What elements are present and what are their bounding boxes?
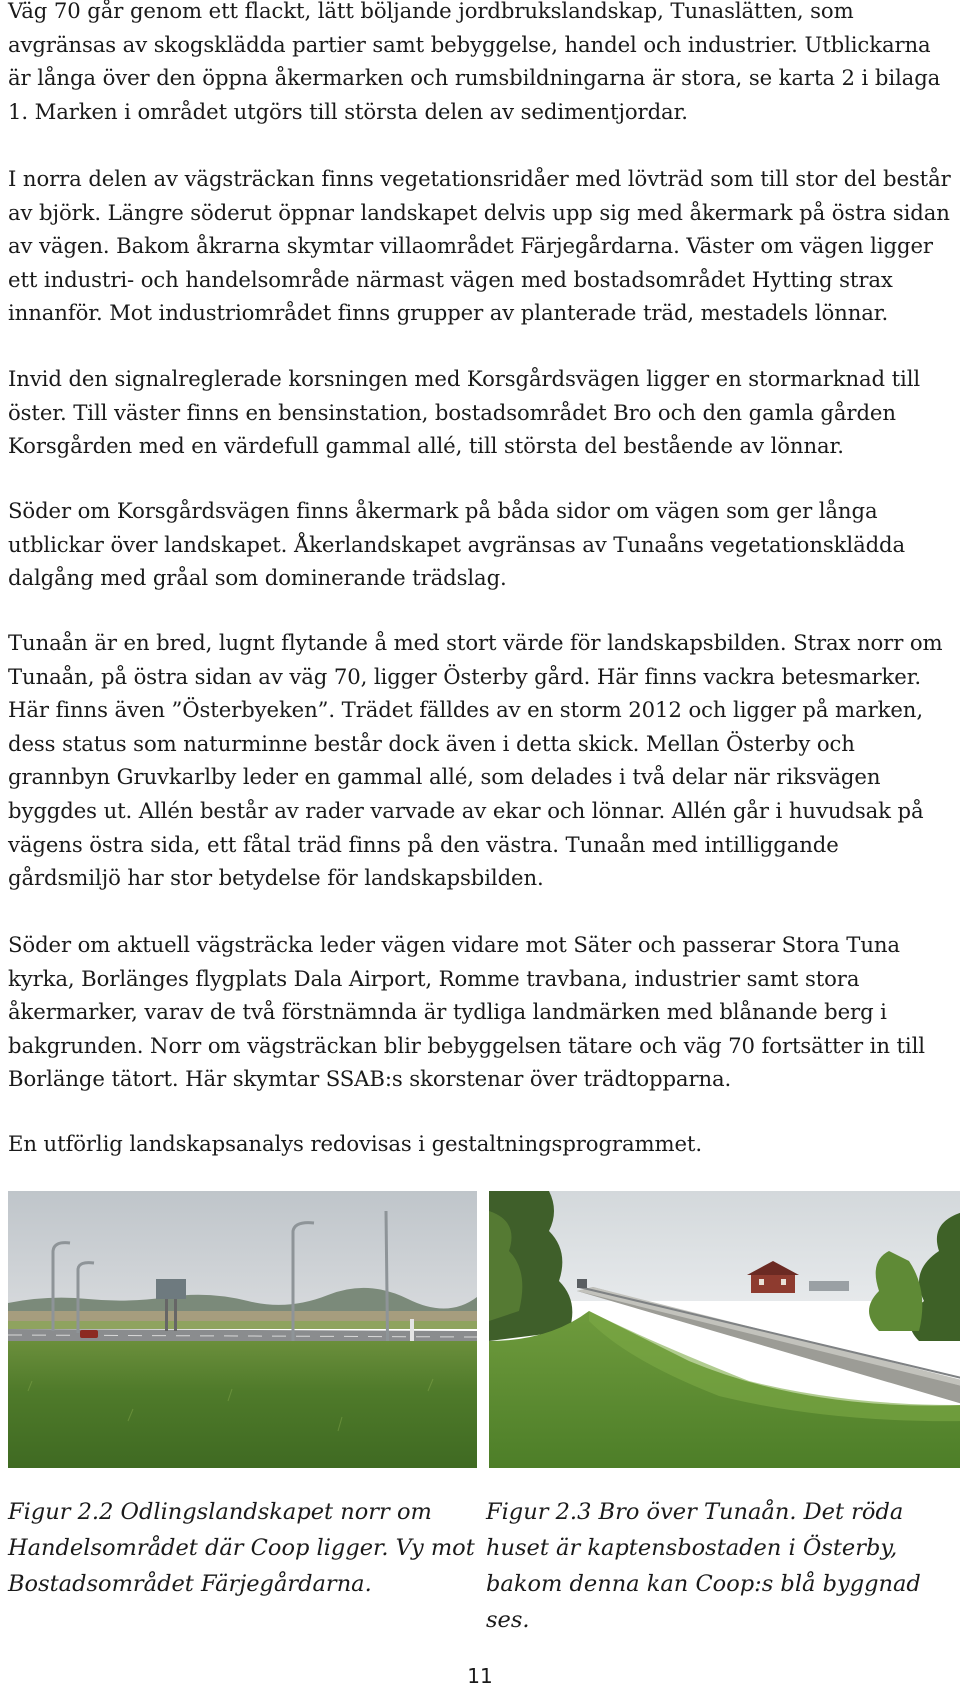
- bridge-photo: [489, 1191, 960, 1468]
- paragraph-northern-section: I norra delen av vägsträckan finns vegetationsridåer med lövträd som till stor del består av björk. Längre söderut öppnar landskapet delvis upp sig med åkermark på östra sidan av vägen. Bakom åkrarna skymtar villaområdet Färjegårdarna. Väster om vägen ligger ett industri- och handelsområde närmast vägen med bostadsområdet Hytting strax innanför. Mot industriområdet finns grupper av planterade träd, mestadels lönnar.: [8, 166, 951, 326]
- field-road-photo: [8, 1191, 477, 1468]
- paragraph-tunaan: Tunaån är en bred, lugnt flytande å med stort värde för landskapsbilden. Strax norr om Tunaån, på östra sidan av väg 70, ligger Österby gård. Här finns vackra betesmarker. Här finns även ”Österbyeken”. Trädet fälldes av en storm 2012 och ligger på marken, dess status som naturminne består dock även i detta skick. Mellan Österby och grannbyn Gruvkarlby leder en gammal allé, som delades i två delar när riksvägen byggdes ut. Allén består av rader varvade av ekar och lönnar. Allén går i huvudsak på vägens östra sida, ett fåtal träd finns på den västra. Tunaån med intilliggande gårdsmiljö har stor betydelse för landskapsbilden.: [8, 630, 943, 891]
- page-number: 11: [467, 1664, 493, 1688]
- paragraph-landscape-intro: Väg 70 går genom ett flackt, lätt böljande jordbrukslandskap, Tunaslätten, som avgränsas av skogsklädda partier samt bebyggelse, handel och industrier. Utblickarna är långa över den öppna åkermarken och rumsbildningarna är stora, se karta 2 i bilaga 1. Marken i området utgörs till största delen av sedimentjordar.: [8, 0, 941, 124]
- paragraph-korsgardsvagen-junction: Invid den signalreglerade korsningen med Korsgårdsvägen ligger en stormarknad till öster. Till väster finns en bensinstation, bostadsområdet Bro och den gamla gården Korsgården med en värdefull gammal allé, till största del bestående av lönnar.: [8, 366, 921, 459]
- figure-2-3-caption: Figur 2.3 Bro över Tunaån. Det röda huset är kaptensbostaden i Österby, bakom denna kan Coop:s blå byggnad ses.: [486, 1499, 921, 1633]
- document-page: [8, 0, 952, 1692]
- paragraph-south-korsgardsvagen: Söder om Korsgårdsvägen finns åkermark på båda sidor om vägen som ger långa utblickar över landskapet. Åkerlandskapet avgränsas av Tunaåns vegetationsklädda dalgång med gråal som dominerande trädslag.: [8, 498, 906, 591]
- figure-2-2-photo: [8, 1191, 477, 1468]
- figure-2-2-caption: Figur 2.2 Odlingslandskapet norr om Handelsområdet där Coop ligger. Vy mot Bostadsområdet Färjegårdarna.: [8, 1499, 475, 1597]
- paragraph-landscape-analysis: En utförlig landskapsanalys redovisas i gestaltningsprogrammet.: [8, 1131, 702, 1156]
- figure-2-3-photo: [489, 1191, 960, 1468]
- paragraph-south-of-section: Söder om aktuell vägsträcka leder vägen vidare mot Säter och passerar Stora Tuna kyrka, Borlänges flygplats Dala Airport, Romme travbana, industrier samt stora åkermarker, varav de två förstnämnda är tydliga landmärken med blånande berg i bakgrunden. Norr om vägsträckan blir bebyggelsen tätare och väg 70 fortsätter in till Borlänge tätort. Här skymtar SSAB:s skorstenar över trädtopparna.: [8, 932, 925, 1092]
